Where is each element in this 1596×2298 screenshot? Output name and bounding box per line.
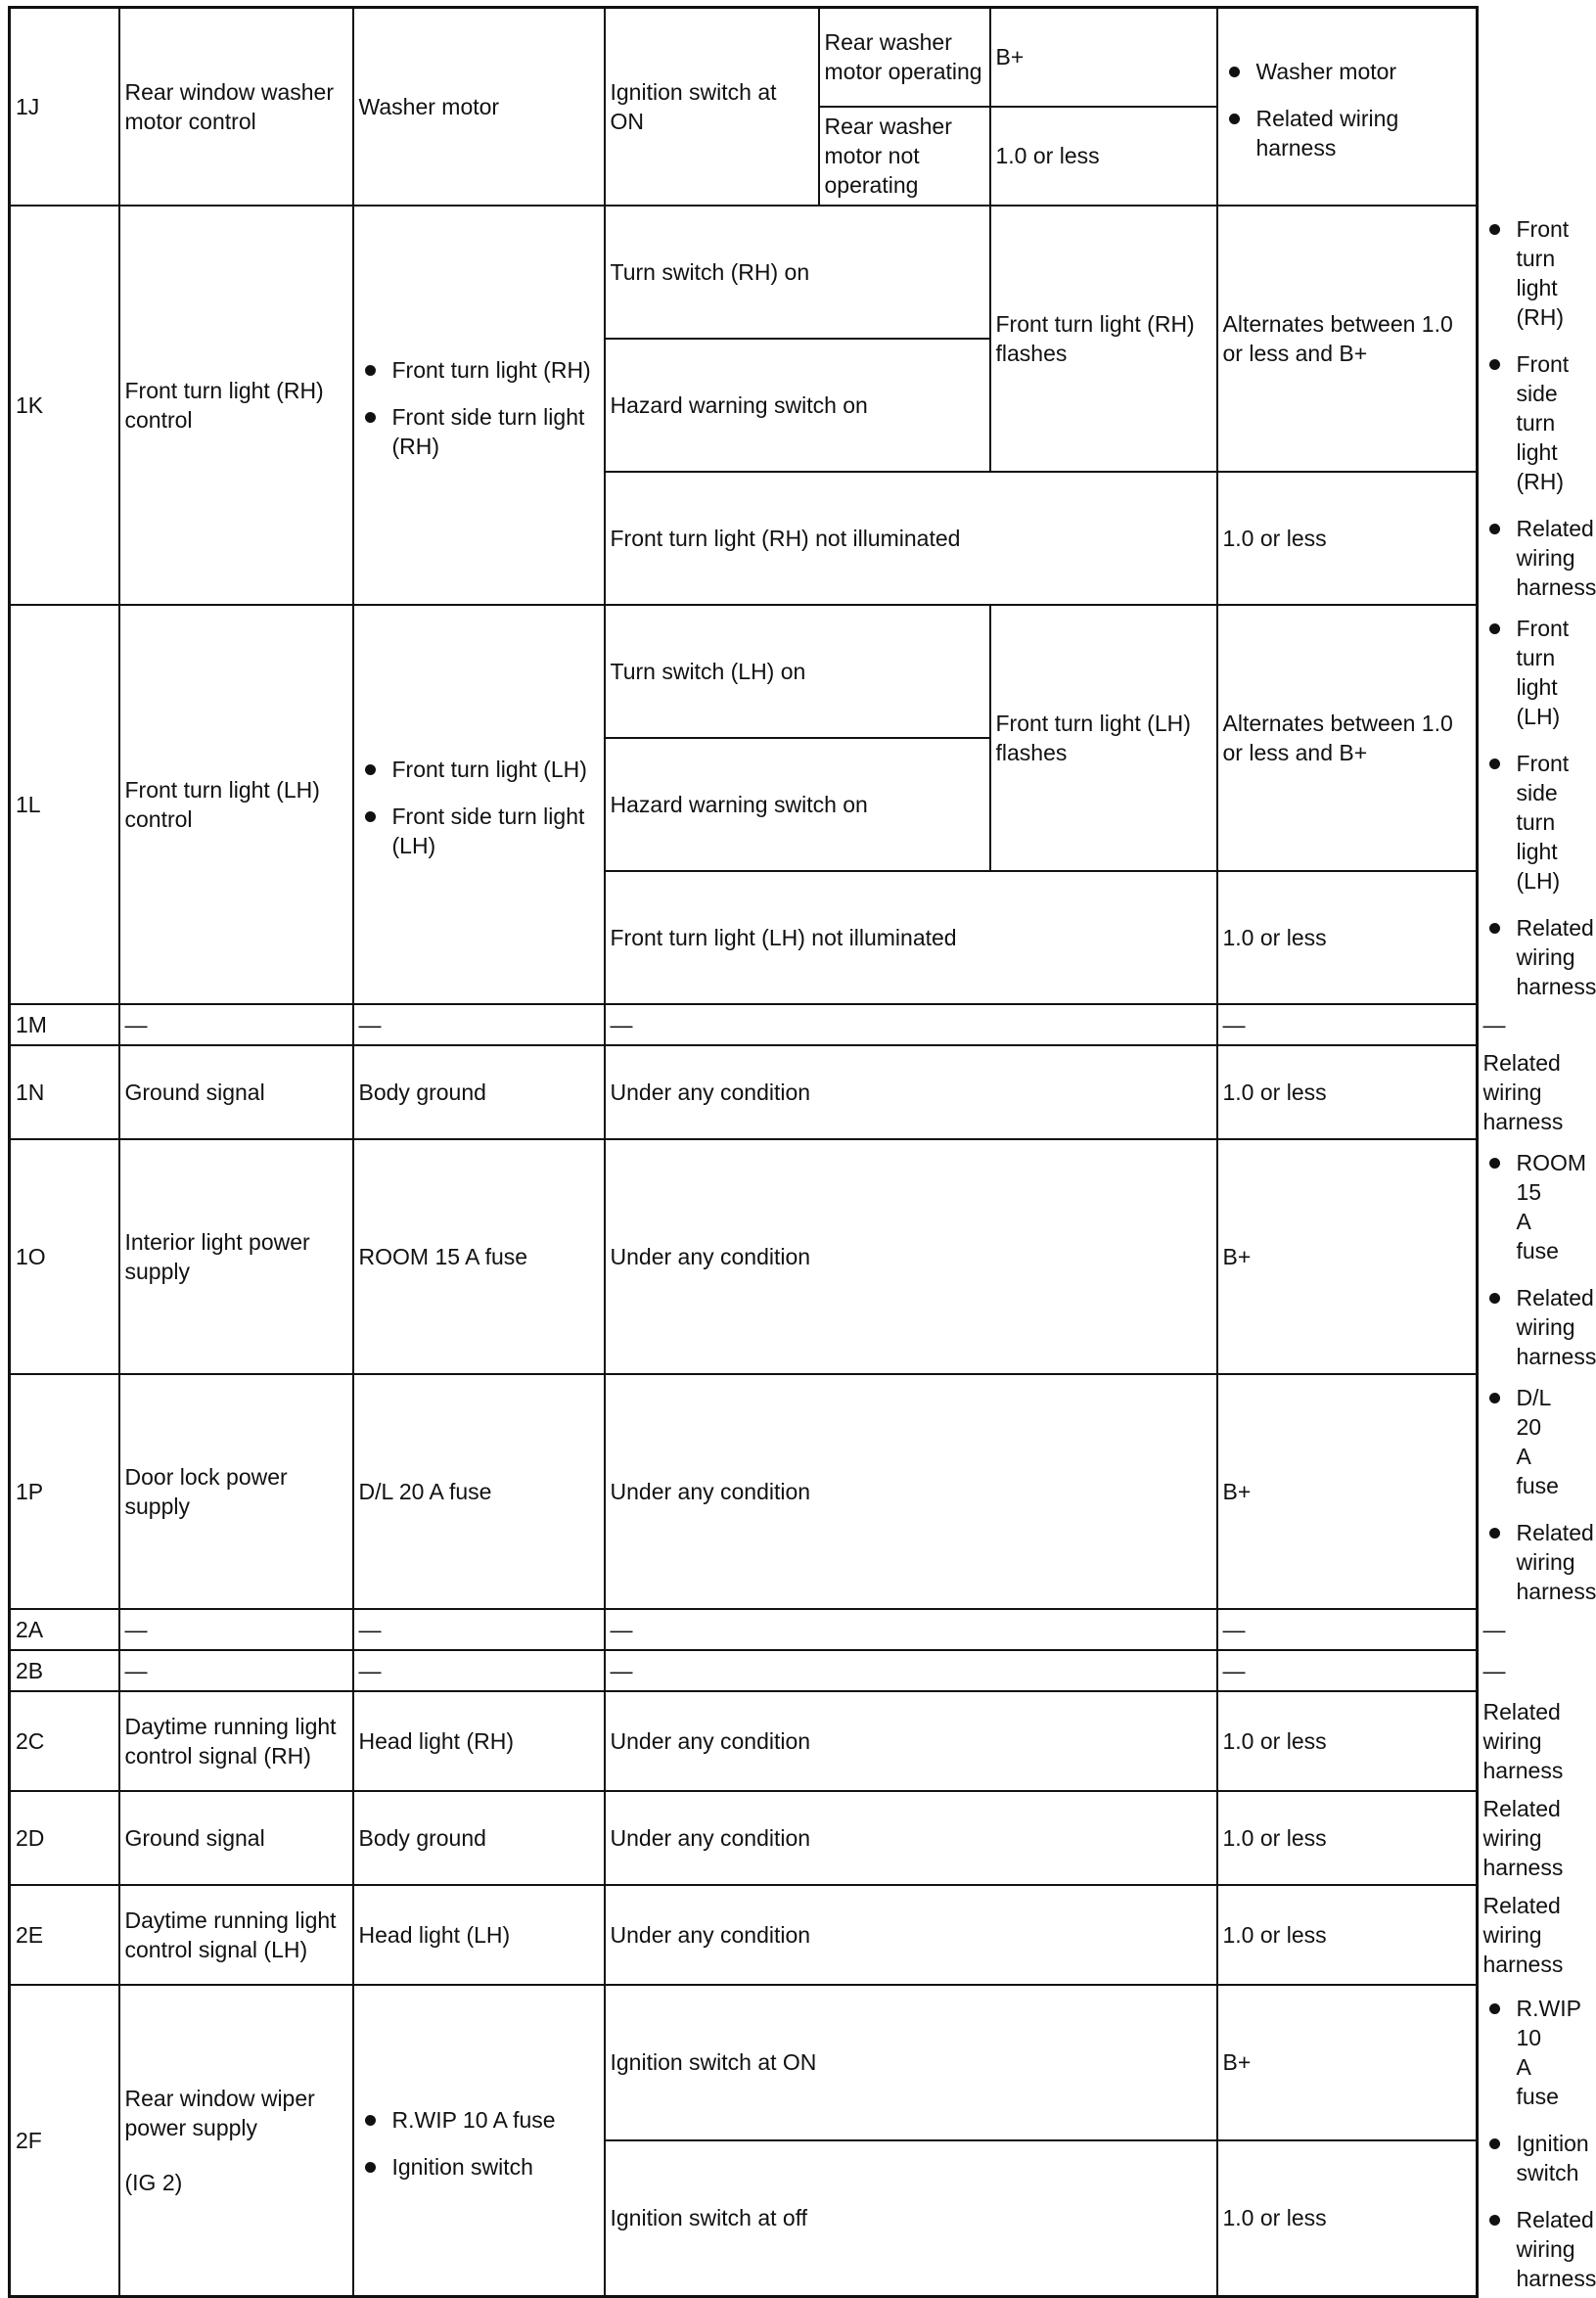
voltage-cell: B+ — [990, 8, 1217, 107]
connected-to-cell — [353, 1985, 605, 2297]
table-row: 1M — — — — — — [10, 1004, 1478, 1045]
list-item: R.WIP 10 A fuse — [392, 2105, 599, 2135]
diagnosis-table-page — [8, 6, 1596, 2298]
connected-to-cell: — — [353, 1004, 605, 1045]
check-item-cell — [1217, 8, 1478, 206]
signal-cell: — — [119, 1609, 353, 1650]
connected-to-cell: Head light (RH) — [353, 1691, 605, 1791]
condition-cell: Front turn light (LH) not illuminated — [605, 871, 1217, 1004]
connected-to-cell — [353, 206, 605, 605]
signal-text: Rear window wiper power supply — [124, 2085, 315, 2140]
sub-condition-cell: Rear washer motor not operating — [819, 107, 990, 206]
connected-to-cell: Body ground — [353, 1045, 605, 1139]
check-list: D/L 20 A fuse Related wiring harness — [1516, 1384, 1596, 1604]
signal-cell: — — [119, 1004, 353, 1045]
signal-cell: Front turn light (RH) control — [119, 206, 353, 605]
terminal-cell: 2F — [10, 1985, 119, 2297]
sub-condition-cell: Rear washer motor operating — [819, 8, 990, 107]
list-item: Washer motor — [1256, 57, 1472, 86]
connected-to-cell: D/L 20 A fuse — [353, 1374, 605, 1609]
condition-cell: Turn switch (RH) on — [605, 206, 990, 339]
condition-cell: Under any condition — [605, 1139, 1217, 1374]
table-row — [10, 8, 1478, 107]
terminal-cell: 2A — [10, 1609, 119, 1650]
table-row: 2D Ground signal Body ground Under any condition 1.0 or less Related wiring harness — [10, 1791, 1478, 1885]
check-list: Front turn light (LH) Front side turn light (LH) Related wiring harness — [1516, 615, 1596, 999]
terminal-cell: 2C — [10, 1691, 119, 1791]
terminal-cell: 1M — [10, 1004, 119, 1045]
voltage-cell: Alternates between 1.0 or less and B+ — [1217, 605, 1478, 871]
condition-cell: — — [605, 1650, 1217, 1691]
table-row: 2A — — — — — — [10, 1609, 1478, 1650]
terminal-cell: 1N — [10, 1045, 119, 1139]
signal-cell: Daytime running light control signal (LH) — [119, 1885, 353, 1985]
list-item: Front turn light (LH) — [392, 755, 599, 784]
terminal-cell: 2E — [10, 1885, 119, 1985]
voltage-cell: B+ — [1217, 1139, 1478, 1374]
table-row — [10, 206, 1478, 339]
list-item: Front turn light (RH) — [392, 355, 599, 385]
connected-list — [359, 2105, 599, 2182]
connected-to-cell: Body ground — [353, 1791, 605, 1885]
voltage-cell: 1.0 or less — [1217, 2140, 1478, 2296]
voltage-cell: 1.0 or less — [1217, 1691, 1478, 1791]
voltage-cell: 1.0 or less — [1217, 472, 1478, 605]
connected-to-cell — [353, 605, 605, 1004]
table-row: 2C Daytime running light control signal (RH) Head light (RH) Under any condition 1.0 or less Related wiring harness — [10, 1691, 1478, 1791]
check-list: Front turn light (RH) Front side turn light (RH) Related wiring harness — [1516, 215, 1596, 600]
signal-cell — [119, 1985, 353, 2297]
list-item: Front side turn light (LH) — [392, 802, 599, 860]
terminal-cell: 1J — [10, 8, 119, 206]
voltage-cell: — — [1217, 1650, 1478, 1691]
condition-cell: Under any condition — [605, 1691, 1217, 1791]
condition-cell: Hazard warning switch on — [605, 738, 990, 871]
signal-cell: Front turn light (LH) control — [119, 605, 353, 1004]
condition-cell: Under any condition — [605, 1045, 1217, 1139]
terminal-cell: 1O — [10, 1139, 119, 1374]
terminal-cell: 2D — [10, 1791, 119, 1885]
list-item: Related wiring harness — [1256, 104, 1472, 162]
result-cell: Front turn light (RH) flashes — [990, 206, 1217, 472]
condition-cell: Hazard warning switch on — [605, 339, 990, 472]
voltage-cell: — — [1217, 1609, 1478, 1650]
condition-cell: Under any condition — [605, 1374, 1217, 1609]
condition-cell: Ignition switch at ON — [605, 8, 819, 206]
voltage-cell: — — [1217, 1004, 1478, 1045]
list-item: Ignition switch — [392, 2152, 599, 2182]
connected-to-cell: — — [353, 1650, 605, 1691]
signal-cell: Ground signal — [119, 1791, 353, 1885]
signal-cell: Daytime running light control signal (RH) — [119, 1691, 353, 1791]
condition-cell: Under any condition — [605, 1791, 1217, 1885]
connected-to-cell: ROOM 15 A fuse — [353, 1139, 605, 1374]
terminal-cell: 2B — [10, 1650, 119, 1691]
table-row: 2E Daytime running light control signal (LH) Head light (LH) Under any condition 1.0 or less Related wiring harness — [10, 1885, 1478, 1985]
table-row: 2B — — — — — — [10, 1650, 1478, 1691]
voltage-cell: Alternates between 1.0 or less and B+ — [1217, 206, 1478, 472]
voltage-cell: 1.0 or less — [1217, 1885, 1478, 1985]
signal-cell: Ground signal — [119, 1045, 353, 1139]
terminal-cell: 1L — [10, 605, 119, 1004]
condition-cell: — — [605, 1609, 1217, 1650]
voltage-cell: 1.0 or less — [1217, 1791, 1478, 1885]
condition-cell: Front turn light (RH) not illuminated — [605, 472, 1217, 605]
condition-cell: — — [605, 1004, 1217, 1045]
signal-cell: Rear window washer motor control — [119, 8, 353, 206]
table-row — [10, 1374, 1478, 1609]
condition-cell: Ignition switch at ON — [605, 1985, 1217, 2140]
voltage-cell: 1.0 or less — [1217, 871, 1478, 1004]
signal-cell: Interior light power supply — [119, 1139, 353, 1374]
condition-cell: Turn switch (LH) on — [605, 605, 990, 738]
list-item: Front side turn light (RH) — [392, 402, 599, 461]
check-list: ROOM 15 A fuse Related wiring harness — [1516, 1149, 1596, 1369]
check-list — [1223, 57, 1472, 162]
voltage-cell: B+ — [1217, 1985, 1478, 2140]
condition-cell: Ignition switch at off — [605, 2140, 1217, 2296]
condition-cell: Under any condition — [605, 1885, 1217, 1985]
result-cell: Front turn light (LH) flashes — [990, 605, 1217, 871]
signal-note: (IG 2) — [124, 2169, 183, 2195]
connected-list — [359, 355, 599, 461]
table-row — [10, 1139, 1478, 1374]
table-row — [10, 605, 1478, 738]
table-row — [10, 1985, 1478, 2140]
terminal-cell: 1K — [10, 206, 119, 605]
signal-cell: — — [119, 1650, 353, 1691]
terminal-cell: 1P — [10, 1374, 119, 1609]
connected-to-cell: Washer motor — [353, 8, 605, 206]
connected-list — [359, 755, 599, 860]
signal-cell: Door lock power supply — [119, 1374, 353, 1609]
connected-to-cell: — — [353, 1609, 605, 1650]
table-row: 1N Ground signal Body ground Under any condition 1.0 or less Related wiring harness — [10, 1045, 1478, 1139]
terminal-diagnosis-table — [8, 6, 1596, 2298]
voltage-cell: 1.0 or less — [1217, 1045, 1478, 1139]
connected-to-cell: Head light (LH) — [353, 1885, 605, 1985]
voltage-cell: B+ — [1217, 1374, 1478, 1609]
voltage-cell: 1.0 or less — [990, 107, 1217, 206]
check-list: R.WIP 10 A fuse Ignition switch Related wiring harness — [1516, 1995, 1596, 2291]
